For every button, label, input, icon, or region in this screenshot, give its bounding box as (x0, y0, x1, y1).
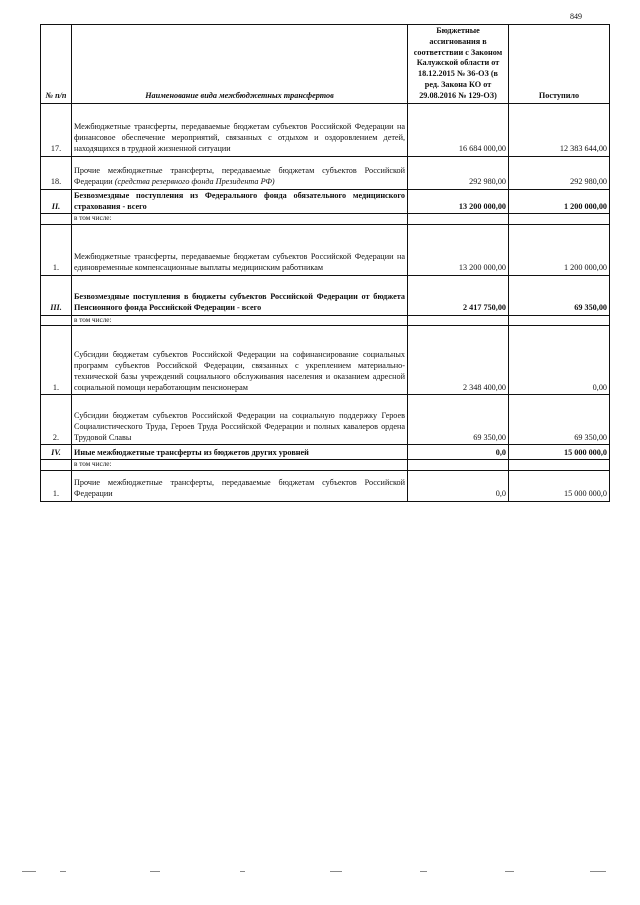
row-num: 1. (41, 470, 72, 501)
row-name: Субсидии бюджетам субъектов Российской Федерации на софинансирование социальных программ субъектов Российской Федерации, связанных с укреплением материально-технической базы учреждений социального обслуживания населения и оказанием адресной социальной помощи неработающим пенсионерам (72, 326, 408, 395)
header-received: Поступило (509, 25, 610, 104)
header-num: № п/п (41, 25, 72, 104)
row-received: 69 350,00 (509, 395, 610, 445)
section-num: III. (41, 275, 72, 315)
table-row (41, 395, 610, 445)
row-num: 1. (41, 224, 72, 275)
row-planned: 13 200 000,00 (408, 224, 509, 275)
row-name: Межбюджетные трансферты, передаваемые бюджетам субъектов Российской Федерации на единовременные компенсационные выплаты медицинским работникам (72, 224, 408, 275)
row-received: 12 383 644,00 (509, 103, 610, 156)
section-name: Безвозмездные поступления из Федерального фонда обязательного медицинского страхования - всего (72, 189, 408, 214)
header-planned: Бюджетные ассигнования в соответствии с Законом Калужской области от 18.12.2015 № 36-ОЗ (в ред. Закона КО от 29.08.2016 № 129-ОЗ) (408, 25, 509, 104)
section-planned: 13 200 000,00 (408, 189, 509, 214)
row-planned: 2 348 400,00 (408, 326, 509, 395)
table-row (41, 224, 610, 275)
including-planned (408, 460, 509, 471)
table-row (41, 470, 610, 501)
including-num (41, 460, 72, 471)
including-planned (408, 315, 509, 326)
row-received: 292 980,00 (509, 156, 610, 189)
including-row (41, 214, 610, 225)
row-name: Прочие межбюджетные трансферты, передаваемые бюджетам субъектов Российской Федерации (72, 470, 408, 501)
row-name-note: (средства резервного фонда Президента РФ) (114, 176, 275, 186)
section-received: 15 000 000,0 (509, 445, 610, 460)
row-name (72, 156, 408, 189)
section-received: 69 350,00 (509, 275, 610, 315)
table-header-row (41, 25, 610, 104)
row-received: 1 200 000,00 (509, 224, 610, 275)
section-planned: 0,0 (408, 445, 509, 460)
section-planned: 2 417 750,00 (408, 275, 509, 315)
including-received (509, 460, 610, 471)
table-row (41, 156, 610, 189)
row-planned: 292 980,00 (408, 156, 509, 189)
row-received: 15 000 000,0 (509, 470, 610, 501)
including-row (41, 315, 610, 326)
row-num: 18. (41, 156, 72, 189)
including-num (41, 214, 72, 225)
section-row (41, 445, 610, 460)
row-planned: 69 350,00 (408, 395, 509, 445)
row-num: 17. (41, 103, 72, 156)
transfers-table (40, 24, 610, 502)
row-planned: 0,0 (408, 470, 509, 501)
row-planned: 16 684 000,00 (408, 103, 509, 156)
section-name: Иные межбюджетные трансферты из бюджетов других уровней (72, 445, 408, 460)
section-row (41, 275, 610, 315)
including-label: в том числе: (72, 214, 408, 225)
including-num (41, 315, 72, 326)
section-num: II. (41, 189, 72, 214)
including-received (509, 315, 610, 326)
section-name: Безвозмездные поступления в бюджеты субъектов Российской Федерации от бюджета Пенсионного фонда Российской Федерации - всего (72, 275, 408, 315)
page-number: 849 (570, 12, 582, 21)
row-name-text: Прочие межбюджетные трансферты, передаваемые бюджетам субъектов Российской Федерации (74, 166, 405, 186)
table-row (41, 326, 610, 395)
section-row (41, 189, 610, 214)
row-received: 0,00 (509, 326, 610, 395)
row-num: 2. (41, 395, 72, 445)
row-num: 1. (41, 326, 72, 395)
including-received (509, 214, 610, 225)
including-planned (408, 214, 509, 225)
including-label: в том числе: (72, 315, 408, 326)
section-received: 1 200 000,00 (509, 189, 610, 214)
including-label: в том числе: (72, 460, 408, 471)
table-row (41, 103, 610, 156)
header-name: Наименование вида межбюджетных трансфертов (72, 25, 408, 104)
including-row (41, 460, 610, 471)
section-num: IV. (41, 445, 72, 460)
row-name: Межбюджетные трансферты, передаваемые бюджетам субъектов Российской Федерации на финансовое обеспечение мероприятий, связанных с отдыхом и оздоровлением детей, находящихся в трудной жизненной ситуации (72, 103, 408, 156)
scan-noise (0, 869, 640, 875)
row-name: Субсидии бюджетам субъектов Российской Федерации на социальную поддержку Героев Социалистического Труда, Героев Труда Российской Федерации и полных кавалеров ордена Трудовой Славы (72, 395, 408, 445)
